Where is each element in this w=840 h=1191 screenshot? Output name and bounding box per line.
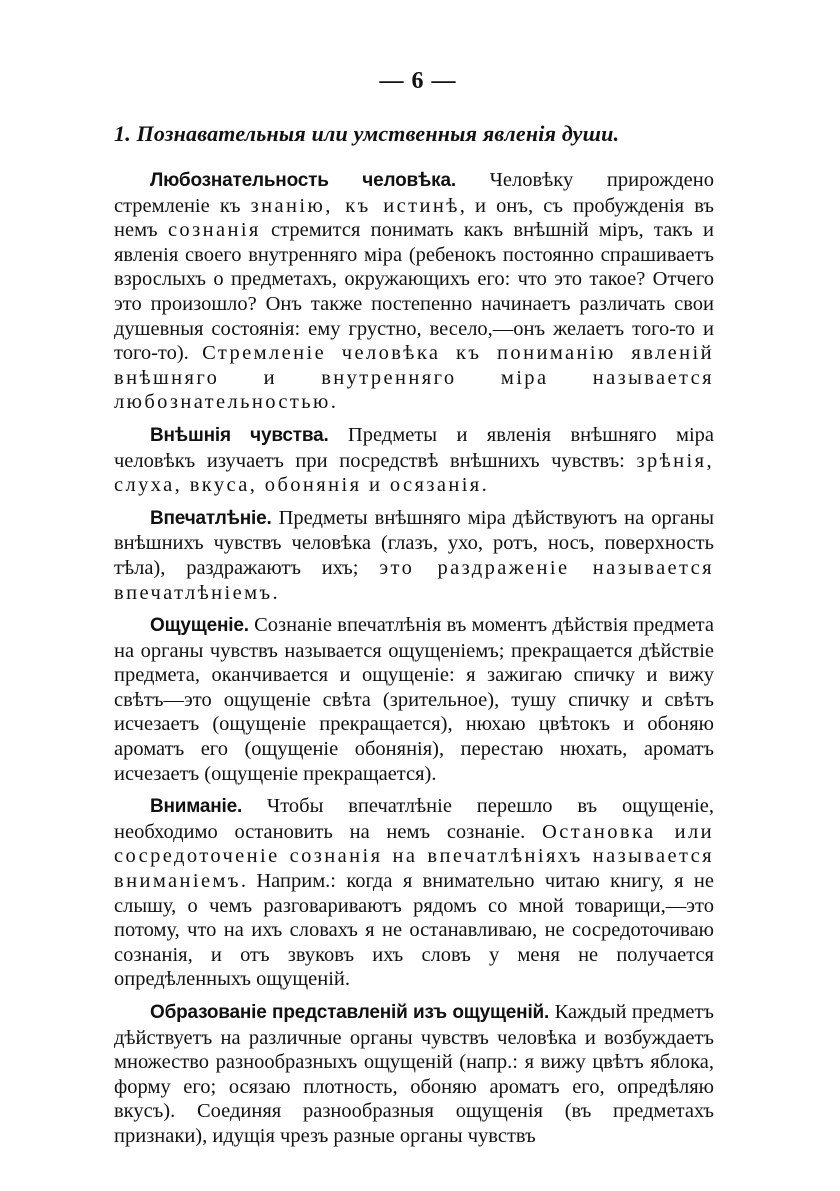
text-span: . <box>481 474 487 497</box>
section-heading: 1. Познавательныя или умственныя явленія души. <box>114 121 620 146</box>
spaced-text: зрѣнія, слуха, вкуса, обонянія и осязанія <box>114 449 714 497</box>
paragraph-sensation <box>114 613 714 786</box>
term-curiosity: Любознательность человѣка. <box>150 170 456 191</box>
spaced-text: это раздраженіе называется впечатлѣніемъ <box>114 556 714 604</box>
text-span: Предметы и явленія внѣшняго міра человѣкъ изучаетъ при посредствѣ внѣшнихъ чувствъ: <box>114 423 714 472</box>
paragraph-representations <box>114 1000 714 1149</box>
text-span: Человѣку прирождено стремленіе къ <box>114 169 714 217</box>
term-sensation: Ощущеніе. <box>150 615 249 637</box>
page-number: — 6 — <box>379 68 457 94</box>
text-span: , и онъ, съ пробужденія въ немъ <box>114 194 715 242</box>
paragraph-external-senses <box>114 423 714 498</box>
spaced-text: знанію, къ истинѣ <box>250 194 460 217</box>
text-span: Каждый предметъ дѣйствуетъ на различные органы чувствъ человѣка и возбуждаетъ множество разнообразныхъ ощущеній (напр.: я вижу цвѣтъ яблока, форму его; осязаю плотность, обоняю ароматъ его, опредѣляю вкусъ). Соединяя разнообразныя ощущенія (въ предметахъ признаки), идущія чрезъ разные органы чувствъ <box>114 1001 715 1147</box>
spaced-text: Стремленіе человѣка къ пониманію явленій внѣшняго и внутренняго міра называется любознательностью <box>114 342 714 414</box>
text-span: стремится понимать какъ внѣшній міръ, такъ и явленія своего внутренняго міра (ребенокъ постоянно спрашиваетъ взрослыхъ о предметахъ, окружающихъ его: что это такое? Отчего это произошло? Онъ также постепенно начинаетъ различать свои душевныя состоянія: ему грустно, весело,—онъ желаетъ того-то и того-то). <box>114 219 714 365</box>
paragraph-attention <box>114 794 714 992</box>
spaced-text: сознанія <box>167 219 261 242</box>
book-page <box>114 66 714 1149</box>
paragraph-curiosity <box>114 168 714 415</box>
term-representations: Образованіе представленій изъ ощущеній. <box>150 1002 550 1023</box>
term-external-senses: Внѣшнія чувства. <box>150 424 329 446</box>
text-span: . <box>272 581 278 604</box>
text-span: Чтобы впечатлѣніе перешло въ ощущеніе, необходимо остановить на немъ сознаніе. <box>114 795 714 843</box>
text-span: . <box>330 391 336 414</box>
paragraph-impression <box>114 506 714 605</box>
text-span: Предметы внѣшняго міра дѣйствуютъ на органы внѣшнихъ чувствъ человѣка (глазъ, ухо, ротъ, носъ, поверхность тѣла), раздражаютъ ихъ; <box>114 506 714 579</box>
text-span: Сознаніе впечатлѣнія въ моментъ дѣйствія предмета на органы чувствъ называется ощущеніемъ; прекращается дѣйствіе предмета, оканчивается и ощущеніе: я зажигаю спичку и вижу свѣтъ—это ощущеніе свѣта (зрительное), тушу спичку и свѣтъ исчезаетъ (ощущеніе прекращается), нюхаю цвѣтокъ и обоняю ароматъ его (ощущеніе обонянія), перестаю нюхать, ароматъ исчезаетъ (ощущеніе прекращается). <box>114 614 714 785</box>
term-attention: Вниманіе. <box>150 796 243 818</box>
spaced-text: Остановка или сосредоточеніе сознанія на впечатлѣніяхъ называется вниманіемъ <box>114 820 715 893</box>
term-impression: Впечатлѣніе. <box>150 507 272 529</box>
text-span: . Наприм.: когда я внимательно читаю книгу, я не слышу, о чемъ разговариваютъ рядомъ со мной товарищи,—это потому, что на ихъ словахъ я не останавливаю, не сосредоточиваю сознанія, и отъ звуковъ ихъ словъ у меня не получается опредѣленныхъ ощущеній. <box>114 870 714 991</box>
